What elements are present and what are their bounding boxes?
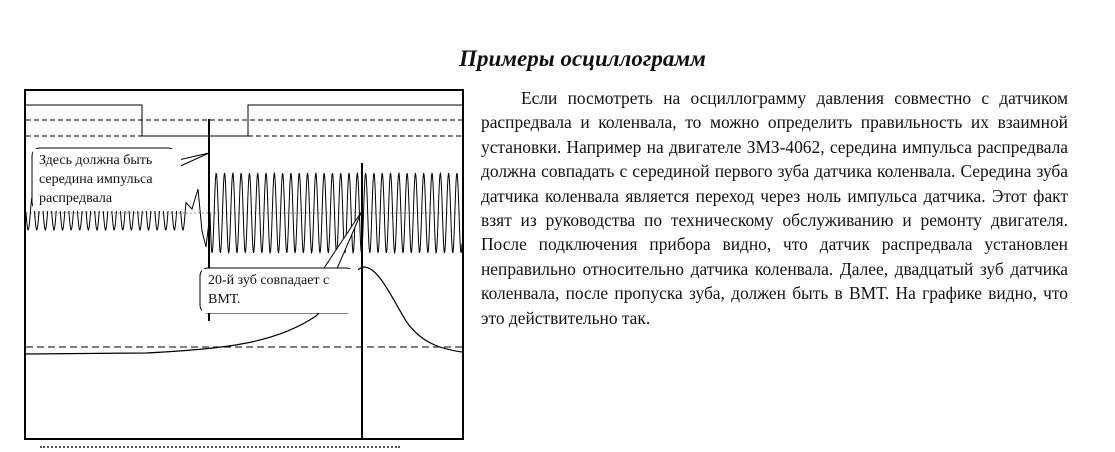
- callout-2-pointer: [322, 211, 362, 271]
- callout-camshaft-note: Здесь должна быть середина импульса распредвала: [33, 149, 181, 211]
- oscillogram-plot: [26, 91, 462, 438]
- page-title: Примеры осциллограмм: [459, 46, 706, 71]
- callout-tdc-note: 20-й зуб совпадает с ВМТ.: [202, 269, 358, 313]
- body-paragraph: Если посмотреть на осциллограмму давления совместно с датчиком распредвала и коленвала, то можно определить правильность их взаимной установки. Например на двигателе ЗМЗ-4062, середина импульса распредвала должна совпадать с серединой первого зуба датчика коленвала. Середина зуба датчика коленвала является переход через ноль импульса датчика. Этот факт взят из руководства по техническому обслуживанию и ремонту двигателя. После подключения прибора видно, что датчик распредвала установлен неправильно относительно датчика коленвала. Далее, двадцатый зуб датчика коленвала, после пропуска зуба, должен быть в ВМТ. На графике видно, что это действительно так.: [481, 88, 1068, 328]
- oscillogram-figure: [24, 89, 464, 440]
- cropped-caption-line: [40, 446, 400, 452]
